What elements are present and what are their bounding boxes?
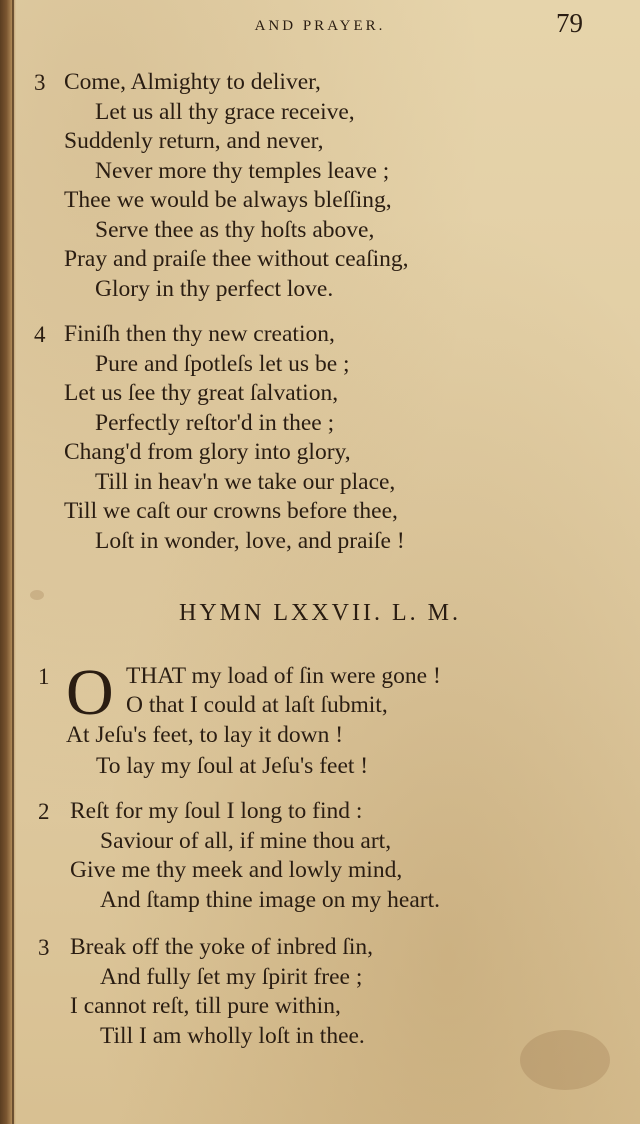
verse-line [0, 186, 640, 216]
verse-line-text: Let us ſee thy great ſalvation, [64, 380, 339, 406]
verse-4 [0, 320, 640, 556]
verse-number: 3 [34, 70, 46, 95]
verse-line-text: And fully ſet my ſpirit free ; [100, 963, 363, 990]
verse-line [0, 68, 640, 98]
verse-line [0, 438, 640, 468]
verse-line [0, 992, 640, 1022]
page-number: 79 [556, 8, 583, 38]
verse-line-text: Let us all thy grace receive, [95, 98, 355, 125]
verse-line-text: Suddenly return, and never, [64, 128, 324, 154]
verse-line-text: Perfectly reſtor'd in thee ; [95, 409, 335, 436]
verse-line [0, 379, 640, 409]
verse-line [0, 320, 640, 350]
verse-line [0, 527, 640, 557]
verse-line [0, 497, 640, 527]
verse-number: 2 [38, 799, 50, 824]
verse-line [0, 856, 640, 886]
verse-line [0, 409, 640, 439]
verse-line-text: Break off the yoke of inbred ſin, [70, 934, 374, 960]
verse-line [0, 963, 640, 993]
verse-line-text: Serve thee as thy hoſts above, [95, 216, 375, 243]
drop-cap: O [66, 656, 114, 729]
hymn-title: HYMN LXXVII. L. M. [179, 600, 461, 626]
verse-line-text: Pray and praiſe thee without ceaſing, [64, 246, 409, 272]
paper-stain [30, 590, 44, 600]
verse-line [0, 127, 640, 157]
verse-line [0, 98, 640, 128]
verse-line-text: Thee we would be always bleſſing, [64, 187, 392, 213]
verse-line-text: O that I could at laſt ſubmit, [126, 692, 388, 718]
verse-line-text: Never more thy temples leave ; [95, 157, 390, 184]
verse-line-text: At Jeſu's feet, to lay it down ! [66, 722, 344, 748]
verse-line-text: Till I am wholly loſt in thee. [100, 1022, 365, 1049]
verse-line-text: Till we caſt our crowns before thee, [64, 498, 398, 524]
verse-line-text: Finiſh then thy new creation, [64, 321, 335, 347]
verse-number: 1 [38, 664, 50, 689]
verse-line [0, 216, 640, 246]
verse-line-text: I cannot reſt, till pure within, [70, 993, 341, 1019]
verse-line-text: Chang'd from glory into glory, [64, 439, 351, 465]
verse-line [0, 157, 640, 187]
hymn-verse-3 [0, 933, 640, 1051]
verse-line-text: Loſt in wonder, love, and praiſe ! [95, 527, 405, 554]
running-title: AND PRAYER. [254, 18, 386, 34]
verse-line [0, 827, 640, 857]
verse-line-text: Give me thy meek and lowly mind, [70, 857, 403, 883]
verse-line [0, 886, 640, 916]
verse-line-text: Glory in thy perfect love. [95, 275, 334, 302]
verse-line-text: And ſtamp thine image on my heart. [100, 886, 441, 913]
hymn-verse-2 [0, 797, 640, 915]
verse-line-text: Reſt for my ſoul I long to find : [70, 798, 363, 824]
verse-line [0, 933, 640, 963]
verse-line [0, 350, 640, 380]
verse-line-text: To lay my ſoul at Jeſu's feet ! [96, 753, 369, 779]
verse-3 [0, 68, 640, 304]
verse-number: 4 [34, 322, 46, 347]
verse-line [0, 245, 640, 275]
verse-line [0, 275, 640, 305]
verse-line [0, 1022, 640, 1052]
verse-line-text: Till in heav'n we take our place, [95, 468, 396, 495]
verse-line-text: Pure and ſpotleſs let us be ; [95, 350, 350, 377]
verse-line-text: Saviour of all, if mine thou art, [100, 827, 392, 854]
verse-line [0, 797, 640, 827]
verse-number: 3 [38, 935, 50, 960]
verse-line-text: Come, Almighty to deliver, [64, 69, 321, 95]
verse-line-text: THAT my load of ſin were gone ! [126, 663, 441, 689]
verse-line [0, 468, 640, 498]
